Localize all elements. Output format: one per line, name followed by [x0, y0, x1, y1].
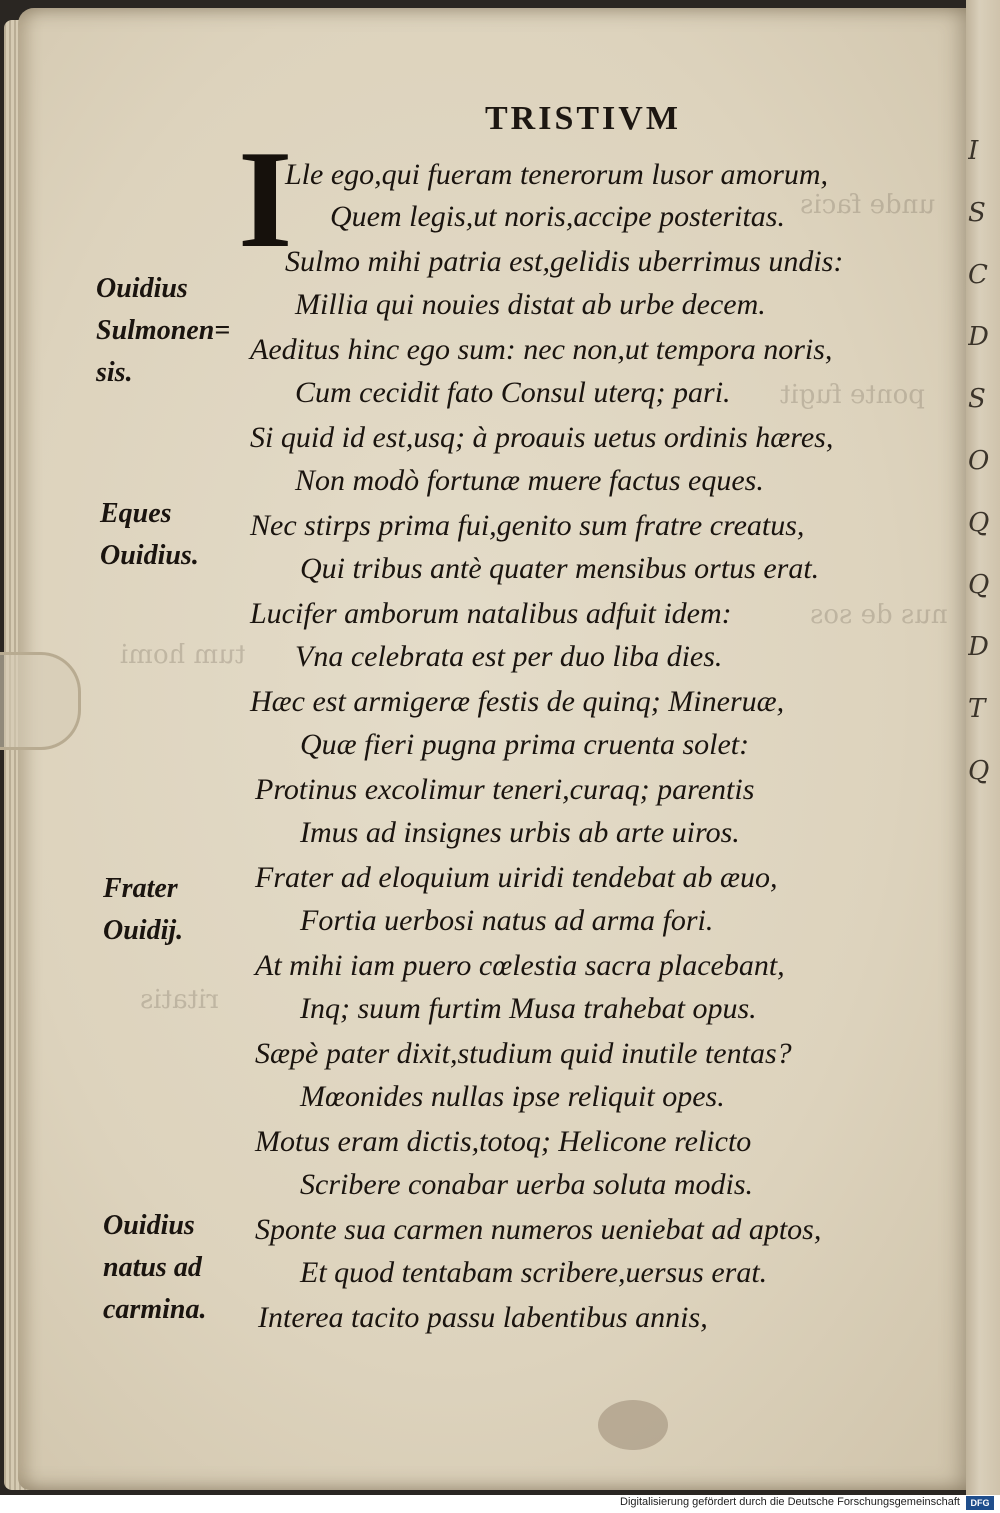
verse-line: Cum cecidit fato Consul uterq; pari. [295, 376, 731, 409]
marginal-note: Eques Ouidius. [100, 498, 199, 571]
verse-line: Lle ego,qui fueram tenerorum lusor amorum, [285, 158, 829, 191]
verse-line: Fortia uerbosi natus ad arma fori. [300, 904, 714, 937]
show-through-text: ponte fugit [780, 380, 925, 410]
verse-line: Si quid id est,usq; à proauis uetus ordinis hæres, [250, 421, 834, 454]
verse-line: Vna celebrata est per duo liba dies. [295, 640, 723, 673]
verse-line: Scribere conabar uerba soluta modis. [300, 1168, 754, 1201]
funding-credit: Digitalisierung gefördert durch die Deutsche Forschungsgemeinschaft [620, 1496, 960, 1508]
verse-line: Imus ad insignes urbis ab arte uiros. [300, 816, 740, 849]
verse-line: Lucifer amborum natalibus adfuit idem: [250, 597, 732, 630]
drop-cap: I [238, 122, 293, 277]
show-through-text: nus de sos [810, 600, 948, 630]
verse-line: Millia qui nouies distat ab urbe decem. [295, 288, 766, 321]
dfg-logo: DFG [966, 1496, 994, 1510]
verse-line: Sulmo mihi patria est,gelidis uberrimus undis: [285, 245, 844, 278]
verse-line: Non modò fortunæ muere factus eques. [295, 464, 764, 497]
marginal-note: Ouidius natus ad carmina. [103, 1210, 207, 1325]
show-through-text: unde facis [800, 190, 936, 220]
verse-line: Nec stirps prima fui,genito sum fratre creatus, [250, 509, 805, 542]
verse-line: Quæ fieri pugna prima cruenta solet: [300, 728, 750, 761]
verse-line: Motus eram dictis,totoq; Helicone relicto [255, 1125, 752, 1158]
verse-line: Sæpè pater dixit,studium quid inutile tentas? [255, 1037, 792, 1070]
show-through-text: ritatis [140, 985, 219, 1015]
facing-page-glyphs: I S C D S O Q Q D T Q [968, 136, 990, 786]
paper-stain [598, 1400, 668, 1450]
verse-line: Qui tribus antè quater mensibus ortus erat. [300, 552, 820, 585]
verse-line: Interea tacito passu labentibus annis, [258, 1301, 708, 1334]
verse-line: Mœonides nullas ipse reliquit opes. [300, 1080, 725, 1113]
verse-line: Sponte sua carmen numeros ueniebat ad aptos, [255, 1213, 822, 1246]
verse-line: Inq; suum furtim Musa trahebat opus. [300, 992, 757, 1025]
verse-line: Frater ad eloquium uiridi tendebat ab æuo, [255, 861, 778, 894]
verse-line: Aeditus hinc ego sum: nec non,ut tempora noris, [250, 333, 833, 366]
verse-line: Et quod tentabam scribere,uersus erat. [300, 1256, 768, 1289]
verse-line: Hæc est armigeræ festis de quinq; Mineruæ, [250, 685, 785, 718]
verse-line: At mihi iam puero cœlestia sacra placebant, [255, 949, 785, 982]
show-through-text: tum homi [120, 640, 246, 670]
marginal-note: Ouidius Sulmonen= sis. [96, 273, 231, 388]
marginal-note: Frater Ouidij. [103, 873, 184, 946]
running-head: TRISTIVM [485, 100, 681, 137]
clasp-tab [0, 652, 81, 750]
verse-line: Quem legis,ut noris,accipe posteritas. [330, 200, 785, 233]
verse-line: Protinus excolimur teneri,curaq; parentis [255, 773, 755, 806]
